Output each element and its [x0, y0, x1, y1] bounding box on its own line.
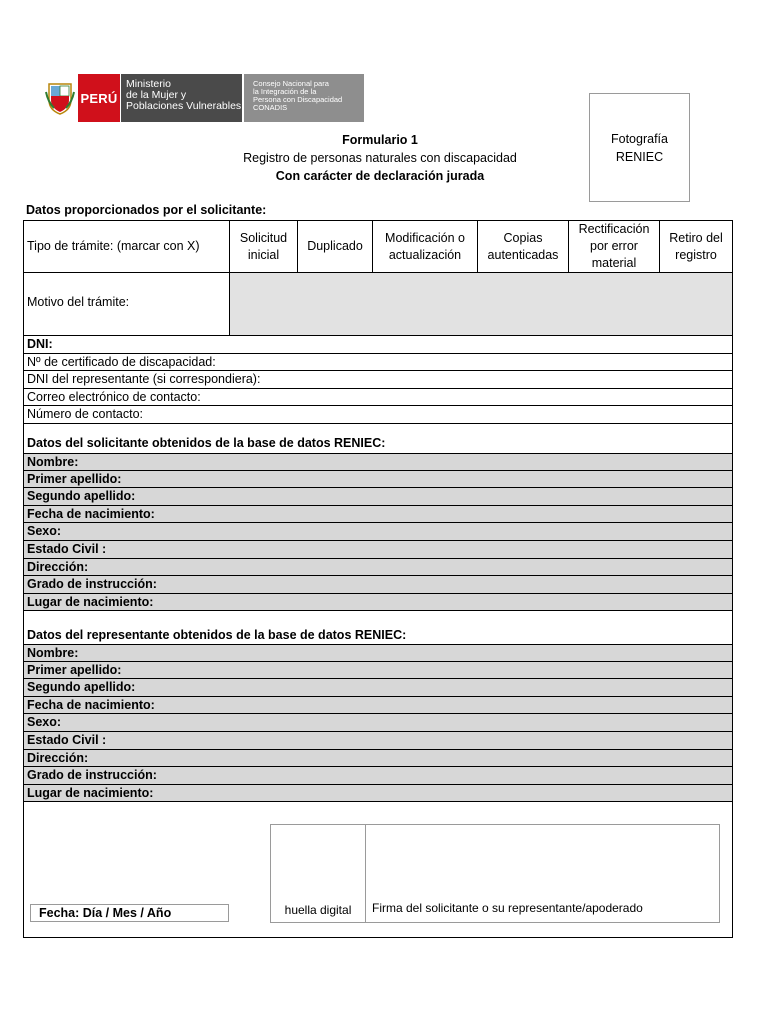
reniec-applicant-fecha-nacimiento: Fecha de nacimiento: [24, 506, 732, 524]
reniec-rep-sexo: Sexo: [24, 714, 732, 732]
title-line-3: Con carácter de declaración jurada [275, 169, 485, 183]
tipo-tramite-row [24, 221, 732, 273]
registration-form [23, 220, 733, 938]
form-title [190, 131, 570, 185]
reniec-rep-nombre: Nombre: [24, 644, 732, 662]
option-retiro-registro[interactable]: Retiro del registro [659, 221, 732, 272]
motivo-input[interactable] [229, 273, 732, 335]
reniec-applicant-direccion: Dirección: [24, 559, 732, 577]
motivo-label: Motivo del trámite: [27, 295, 130, 309]
reniec-applicant-estado-civil: Estado Civil : [24, 541, 732, 559]
huella-label: huella digital [284, 903, 352, 917]
option-rectificacion[interactable]: Rectificación por error material [568, 221, 659, 272]
reniec-rep-estado-civil: Estado Civil : [24, 732, 732, 750]
option-modificacion[interactable]: Modificación o actualización [372, 221, 477, 272]
photo-box [589, 93, 690, 202]
title-line-2: Registro de personas naturales con discapacidad [243, 151, 517, 165]
coat-of-arms-icon [42, 74, 78, 122]
reniec-rep-grado-instruccion: Grado de instrucción: [24, 767, 732, 785]
header-logo [42, 74, 364, 122]
field-numero-contacto[interactable]: Número de contacto: [24, 406, 732, 424]
signature-frame [270, 824, 720, 923]
peru-label: PERÚ [78, 74, 120, 122]
field-correo[interactable]: Correo electrónico de contacto: [24, 389, 732, 407]
firma-label: Firma del solicitante o su representante/apoderado [372, 901, 643, 915]
motivo-row [24, 273, 732, 336]
fecha-field[interactable]: Fecha: Día / Mes / Año [30, 904, 229, 922]
reniec-applicant-heading: Datos del solicitante obtenidos de la base de datos RENIEC: [27, 436, 386, 450]
photo-label-2: RENIEC [615, 149, 664, 164]
conadis-label: Consejo Nacional para la Integración de la Persona con Discapacidad CONADIS [242, 74, 364, 122]
reniec-applicant-nombre: Nombre: [24, 453, 732, 471]
reniec-rep-lugar-nacimiento: Lugar de nacimiento: [24, 785, 732, 803]
field-dni-representante[interactable]: DNI del representante (si correspondiera): [24, 371, 732, 389]
reniec-applicant-sexo: Sexo: [24, 523, 732, 541]
reniec-rep-direccion: Dirección: [24, 750, 732, 768]
ministry-label: Ministerio de la Mujer y Poblaciones Vulnerables [120, 74, 242, 122]
reniec-representative-heading: Datos del representante obtenidos de la base de datos RENIEC: [27, 628, 407, 642]
reniec-applicant-segundo-apellido: Segundo apellido: [24, 488, 732, 506]
reniec-applicant-lugar-nacimiento: Lugar de nacimiento: [24, 594, 732, 612]
option-solicitud-inicial[interactable]: Solicitud inicial [229, 221, 297, 272]
reniec-applicant-primer-apellido: Primer apellido: [24, 471, 732, 489]
option-duplicado[interactable]: Duplicado [297, 221, 372, 272]
tipo-tramite-label: Tipo de trámite: (marcar con X) [27, 239, 200, 253]
photo-label-1: Fotografía [611, 131, 668, 146]
title-line-1: Formulario 1 [342, 133, 418, 147]
reniec-rep-segundo-apellido: Segundo apellido: [24, 679, 732, 697]
reniec-rep-fecha-nacimiento: Fecha de nacimiento: [24, 697, 732, 715]
applicant-section-heading: Datos proporcionados por el solicitante: [26, 203, 267, 217]
option-copias-autenticadas[interactable]: Copias autenticadas [477, 221, 568, 272]
huella-digital-box[interactable] [271, 825, 366, 922]
reniec-rep-primer-apellido: Primer apellido: [24, 662, 732, 680]
firma-box[interactable] [367, 825, 719, 922]
field-certificado[interactable]: Nº de certificado de discapacidad: [24, 354, 732, 372]
field-dni[interactable]: DNI: [24, 336, 732, 354]
reniec-applicant-grado-instruccion: Grado de instrucción: [24, 576, 732, 594]
